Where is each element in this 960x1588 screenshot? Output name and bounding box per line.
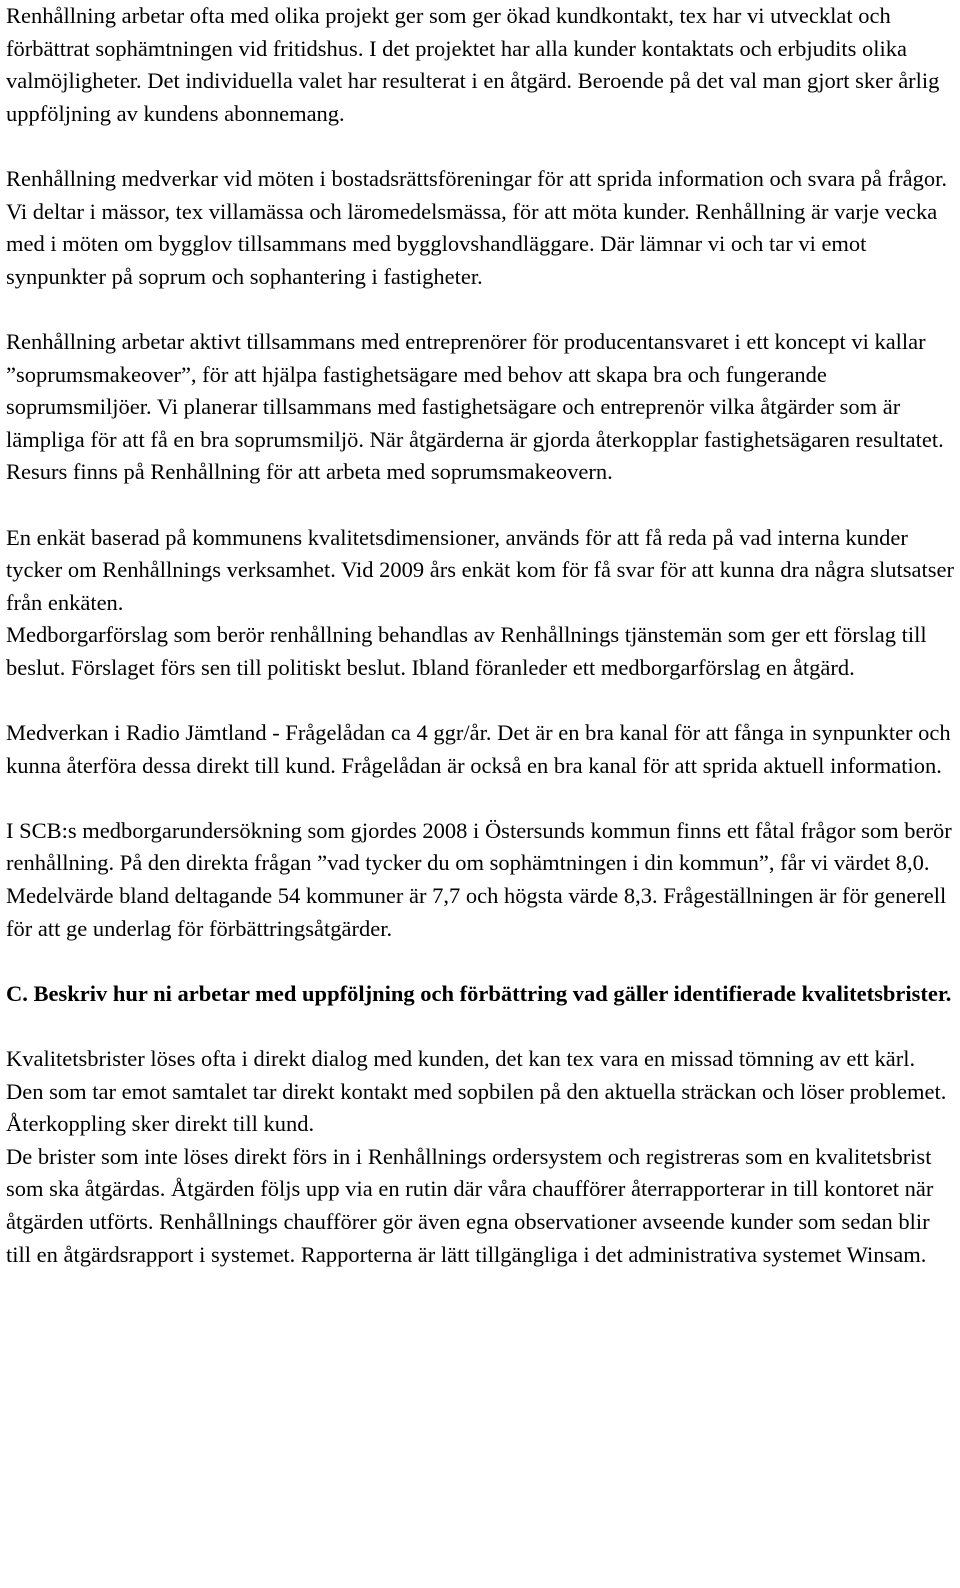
paragraph-bostadsratt-meetings: Renhållning medverkar vid möten i bostadsrättsföreningar för att sprida information och svara på frågor. Vi deltar i mässor, tex villamässa och läromedelsmässa, för att möta kunder. Renhållning är varje vecka med i möten om bygglov tillsammans med bygglovshandläggare. Där lämnar vi och tar vi emot synpunkter på soprum och sophantering i fastigheter. (6, 165, 947, 289)
paragraph-gap (6, 130, 956, 163)
paragraph-gap (6, 945, 956, 978)
paragraph-gap (6, 782, 956, 815)
paragraph-radio-jamtland: Medverkan i Radio Jämtland - Frågelådan ca 4 ggr/år. Det är en bra kanal för att fånga in synpunkter och kunna återföra dessa direkt till kund. Frågelådan är också en bra kanal för att sprida aktuell information. (6, 720, 951, 778)
paragraph-fritidshus-project: Renhållning arbetar ofta med olika projekt ger som ger ökad kundkontakt, tex har vi utvecklat och förbättrat sophämtningen vid fritidshus. I det projektet har alla kunder kontaktats och erbjudits olika valmöjligheter. Det individuella valet har resulterat i en åtgärd. Beroende på det val man gjort sker årlig uppföljning av kundens abonnemang. (6, 3, 940, 126)
paragraph-gap (6, 293, 956, 326)
document-page (6, 0, 956, 1271)
paragraph-scb-survey: I SCB:s medborgarundersökning som gjordes 2008 i Östersunds kommun finns ett fåtal frågor som berör renhållning. På den direkta frågan ”vad tycker du om sophämtningen i din kommun”, får vi värdet 8,0. Medelvärde bland deltagande 54 kommuner är 7,7 och högsta värde 8,3. Frågeställningen är för generell för att ge underlag för förbättringsåtgärder. (6, 817, 952, 941)
paragraph-gap (6, 489, 956, 522)
paragraph-gap (6, 684, 956, 717)
paragraph-gap (6, 1010, 956, 1043)
paragraph-ordersystem: De brister som inte löses direkt förs in i Renhållnings ordersystem och registreras som en kvalitetsbrist som ska åtgärdas. Åtgärden följs upp via en rutin där våra chaufförer återrapporterar in till kontoret när åtgärden utförts. Renhållnings chaufförer gör även egna observationer avseende kunder som sedan blir till en åtgärdsrapport i systemet. Rapporterna är lätt tillgängliga i det administrativa systemet Winsam. (6, 1143, 934, 1267)
section-heading-c: C. Beskriv hur ni arbetar med uppföljning och förbättring vad gäller identifierade kvalitetsbrister. (6, 980, 952, 1006)
paragraph-soprumsmakeover: Renhållning arbetar aktivt tillsammans med entreprenörer för producentansvaret i ett koncept vi kallar ”soprumsmakeover”, för att hjälpa fastighetsägare med behov att skapa bra och fungerande soprumsmiljöer. Vi planerar tillsammans med fastighetsägare och entreprenör vilka åtgärder som är lämpliga för att få en bra soprumsmiljö. När åtgärderna är gjorda återkopplar fastighetsägaren resultatet. Resurs finns på Renhållning för att arbeta med soprumsmakeovern. (6, 328, 944, 485)
paragraph-kvalitetsbrister: Kvalitetsbrister löses ofta i direkt dialog med kunden, det kan tex vara en missad tömning av ett kärl. Den som tar emot samtalet tar direkt kontakt med sopbilen på den aktuella sträckan och löser problemet. Återkoppling sker direkt till kund. (6, 1046, 947, 1137)
paragraph-medborgarforslag: Medborgarförslag som berör renhållning behandlas av Renhållnings tjänstemän som ger ett förslag till beslut. Förslaget förs sen till politiskt beslut. Ibland föranleder ett medborgarförslag en åtgärd. (6, 622, 927, 680)
paragraph-enkat: En enkät baserad på kommunens kvalitetsdimensioner, används för att få reda på vad interna kunder tycker om Renhållnings verksamhet. Vid 2009 års enkät kom för få svar för att kunna dra några slutsatser från enkäten. (6, 524, 954, 615)
